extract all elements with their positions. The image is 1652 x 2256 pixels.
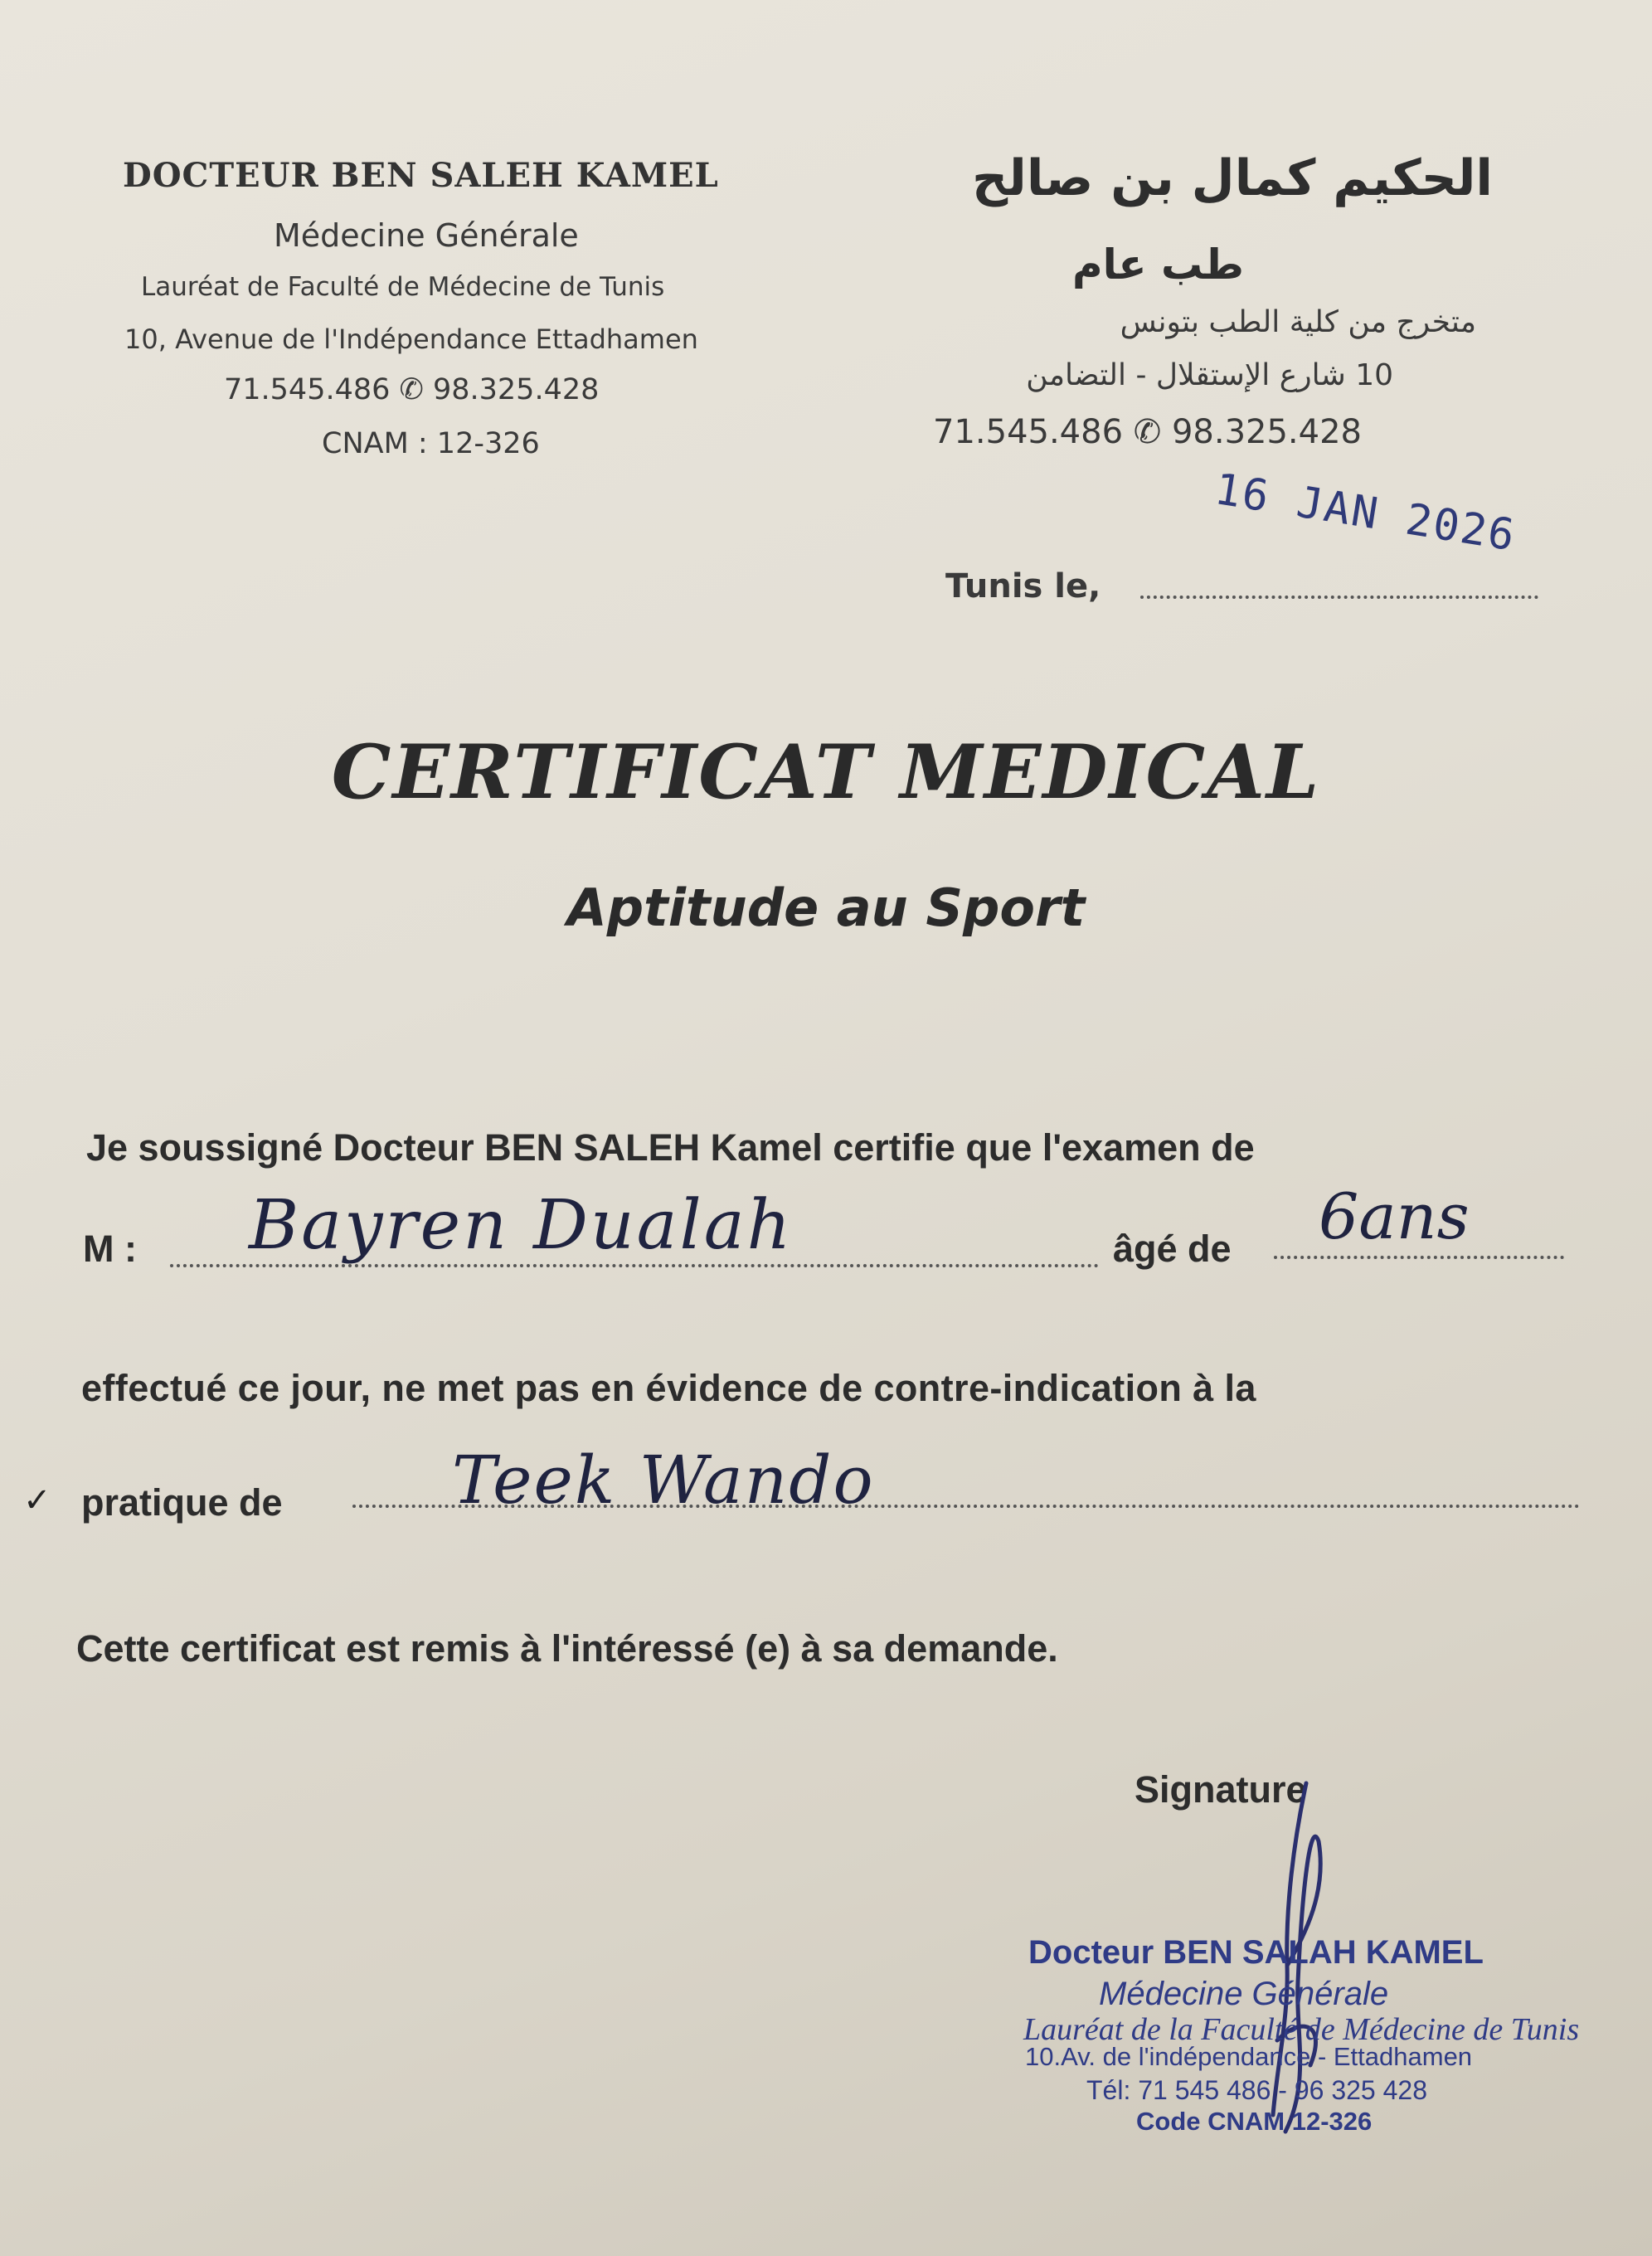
handwritten-age: 6ans <box>1319 1179 1470 1253</box>
body-line-1: Je soussigné Docteur BEN SALEH Kamel certifie que l'examen de <box>86 1126 1255 1169</box>
phone-numbers-right: 71.545.486 ✆ 98.325.428 <box>933 413 1362 451</box>
signature-label: Signature <box>1135 1768 1307 1811</box>
stamp-phones: Tél: 71 545 486 - 96 325 428 <box>1086 2075 1427 2105</box>
certificate-subtitle: Aptitude au Sport <box>566 878 1086 938</box>
age-dotted-line <box>1274 1256 1564 1259</box>
address-line: 10, Avenue de l'Indépendance Ettadhamen <box>124 323 698 355</box>
phone-numbers: 71.545.486 ✆ 98.325.428 <box>224 373 600 406</box>
laureat-line: Lauréat de Faculté de Médecine de Tunis <box>141 272 665 302</box>
handwritten-sport: Teek Wando <box>452 1442 875 1519</box>
handwritten-patient-name: Bayren Dualah <box>249 1186 794 1265</box>
body-line-5: Cette certificat est remis à l'intéressé (e) à sa demande. <box>76 1627 1058 1670</box>
specialty: Médecine Générale <box>274 217 579 254</box>
specialty-arabic: طب عام <box>1071 241 1244 289</box>
stamp-laureat: Lauréat de la Faculté de Médecine de Tunis <box>1023 2012 1580 2047</box>
date-dotted-line <box>1140 596 1538 599</box>
stamp-cnam: Code CNAM 12-326 <box>1136 2107 1373 2136</box>
graduate-arabic: متخرج من كلية الطب بتونس <box>1120 305 1476 339</box>
body-line-3: effectué ce jour, ne met pas en évidence de contre-indication à la <box>81 1367 1256 1409</box>
margin-tick-mark: ✓ <box>23 1481 51 1519</box>
stamp-specialty: Médecine Générale <box>1099 1976 1389 2012</box>
doctor-name-header: DOCTEUR BEN SALEH KAMEL <box>123 156 719 195</box>
date-stamp: 16 JAN 2026 <box>1211 464 1519 562</box>
certificate-title: CERTIFICAT MEDICAL <box>331 728 1321 816</box>
age-label: âgé de <box>1113 1228 1232 1270</box>
cnam-code: CNAM : 12-326 <box>322 427 540 460</box>
m-label: M : <box>83 1228 137 1270</box>
address-arabic: 10 شارع الإستقلال - التضامن <box>1026 358 1393 392</box>
stamp-address: 10.Av. de l'indépendance - Ettadhamen <box>1025 2042 1473 2071</box>
doctor-name-arabic: الحكيم كمال بن صالح <box>972 149 1493 207</box>
tunis-le-label: Tunis le, <box>945 567 1101 605</box>
pratique-label: pratique de <box>81 1481 283 1524</box>
stamp-doctor-name: Docteur BEN SALAH KAMEL <box>1028 1934 1484 1971</box>
